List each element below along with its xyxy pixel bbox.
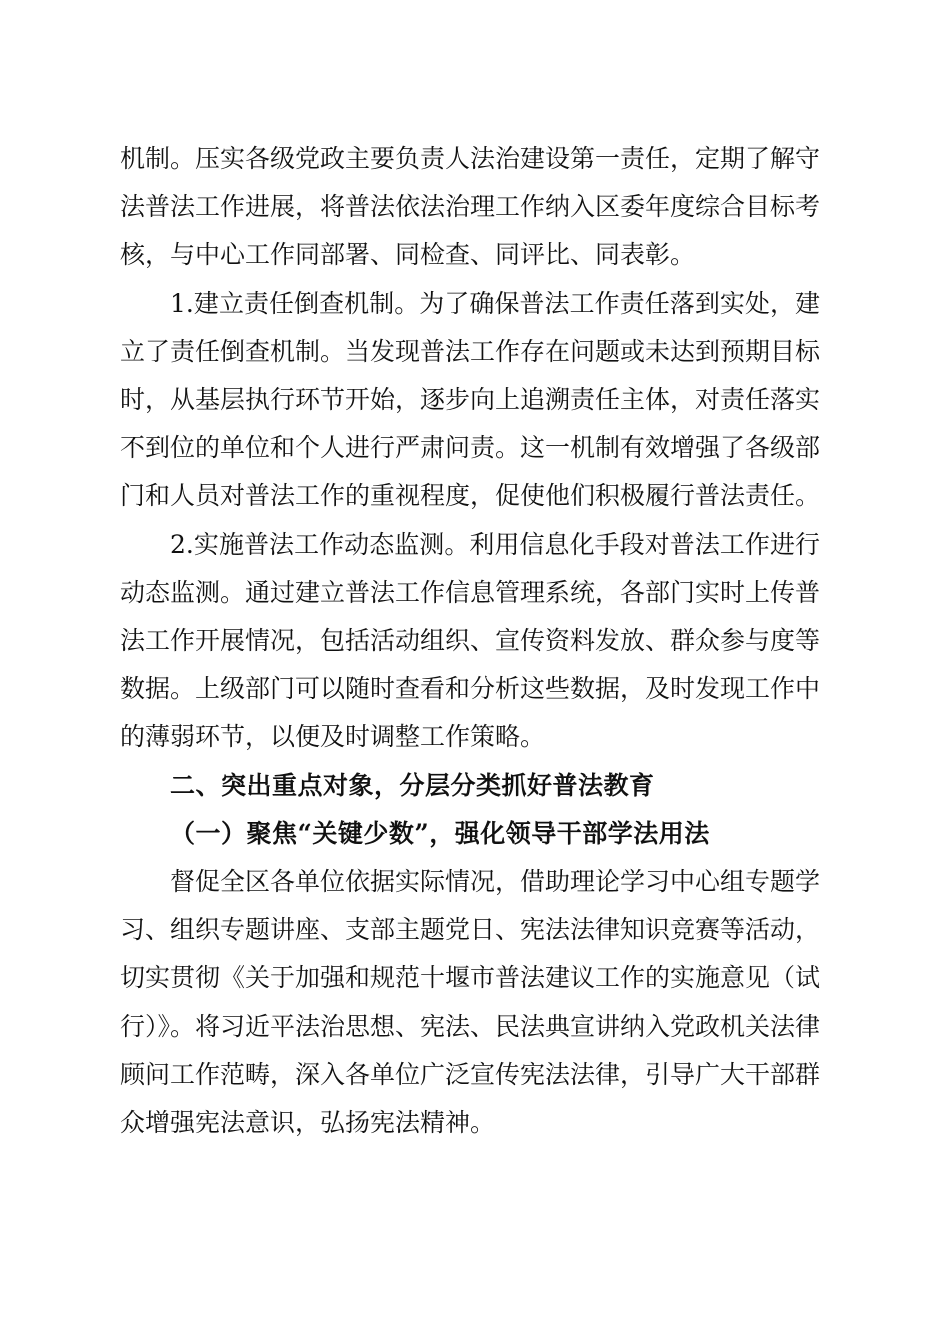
paragraph-dynamic-monitoring: 2.实施普法工作动态监测。利用信息化手段对普法工作进行动态监测。通过建立普法工作信息管理系统，各部门实时上传普法工作开展情况，包括活动组织、宣传资料发放、群众参与度等数据。上级部门可以随时查看和分析这些数据，及时发现工作中的薄弱环节，以便及时调整工作策略。 — [120, 529, 821, 752]
document-page — [120, 135, 820, 1147]
paragraph-responsibility-mechanism: 机制。压实各级党政主要负责人法治建设第一责任，定期了解守法普法工作进展，将普法依法治理工作纳入区委年度综合目标考核，与中心工作同部署、同检查、同评比、同表彰。 — [120, 144, 821, 270]
subsection-heading-1: （一）聚焦“关键少数”，强化领导干部学法用法 — [170, 818, 710, 848]
section-heading-2: 二、突出重点对象，分层分类抓好普法教育 — [170, 770, 655, 800]
paragraph-accountability-review: 1.建立责任倒查机制。为了确保普法工作责任落到实处，建立了责任倒查机制。当发现普法工作存在问题或未达到预期目标时，从基层执行环节开始，逐步向上追溯责任主体，对责任落实不到位的单位和个人进行严肃问责。这一机制有效增强了各级部门和人员对普法工作的重视程度，促使他们积极履行普法责任。 — [120, 288, 821, 511]
paragraph-leading-cadres: 督促全区各单位依据实际情况，借助理论学习中心组专题学习、组织专题讲座、支部主题党日、宪法法律知识竞赛等活动，切实贯彻《关于加强和规范十堰市普法建议工作的实施意见（试行）》。将习近平法治思想、宪法、民法典宣讲纳入党政机关法律顾问工作范畴，深入各单位广泛宣传宪法法律，引导广大干部群众增强宪法意识，弘扬宪法精神。 — [120, 867, 821, 1138]
